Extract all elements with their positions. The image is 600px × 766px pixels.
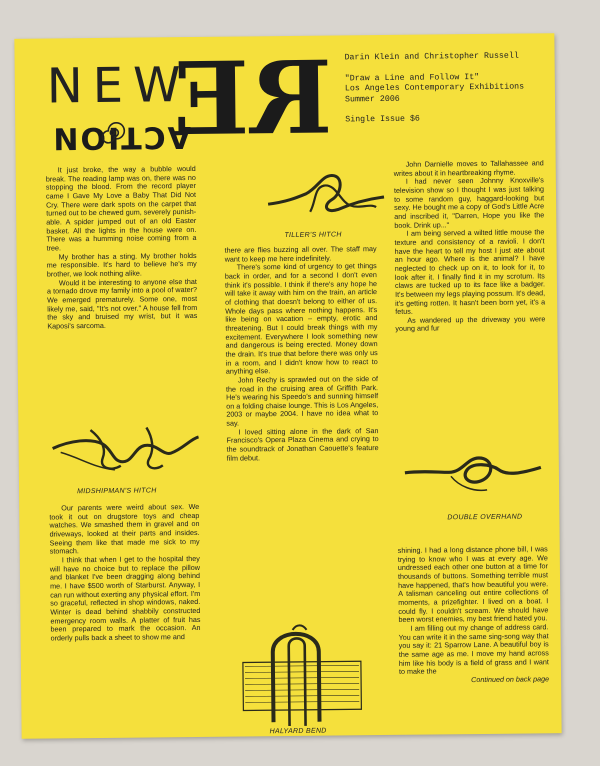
column-1-top xyxy=(46,165,198,331)
paragraph: Would it be interesting to anyone else that a tornado drove my family into a pool of water? We emerged prematurely. Some one, most likely me, said, "It's not over." A house fell from the sky and bruised my wrist, but it was Kaposi's sarcoma. xyxy=(46,276,198,331)
paragraph: I loved sitting alone in the dark of San Francisco's Opera Plaza Cinema and crying to the soundtrack of Jonathan Caouette's feature film debut. xyxy=(226,425,379,463)
paragraph: My brother has a sting. My brother holds me responsible. It's hard to believe he's my brother, we look nothing alike. xyxy=(46,250,197,279)
newsletter-page xyxy=(14,33,561,739)
tillers-hitch-illustration xyxy=(266,163,387,226)
show-title: "Draw a Line and Follow It" xyxy=(344,72,480,83)
column-1-bottom xyxy=(49,503,200,643)
column-3-top xyxy=(394,159,546,334)
paragraph: I had never seen Johnny Knoxville's television show so I thought I was just talking to some random guy, haggard-looking but sexy. He bought me a copy of God's Little Acre and inscribed it, "Darren, Hope you like the book. Drink up..." xyxy=(393,175,545,230)
authors: Darin Klein and Christopher Russell xyxy=(344,51,519,63)
issue-price: Single Issue $6 xyxy=(345,114,420,125)
masthead-new: NEW xyxy=(46,57,191,115)
paragraph: shining. I had a long distance phone bill, I was trying to know who I was at every age. We undressed each other one button at a time for thousands of buttons. Something terrible must have happened, that's how beautiful you were. A talisman canceling out entire collections of moments, a prizefighter. I lived on a boat. I could fly. I couldn't scream. We should have been worst enemies, my best friend hated you. xyxy=(397,544,549,625)
paragraph: I am being served a wilted little mouse the texture and consistency of a ravioli. I don't have the heart to tell my host I just ate about an hour ago. Where is the animal? I have neglected to check up on it, to look for it, to look after it. I finally find it in my scrotum. Its claws are tucked up to its face like a badger. It's between my legs playing possum. It's dead, it's getting rotten. It hasn't been born yet, it's a fetus. xyxy=(394,227,546,317)
paragraph: John Darnielle moves to Tallahassee and writes about it in heartbreaking rhyme. xyxy=(393,158,544,178)
caption-double-overhand: DOUBLE OVERHAND xyxy=(447,513,523,522)
masthead-action: ACTION xyxy=(51,119,192,156)
masthead-re: RE xyxy=(172,38,333,159)
paragraph: there are flies buzzing all over. The staff may want to keep me here indefinitely. xyxy=(224,244,377,264)
paragraph: John Rechy is sprawled out on the side of the road in the cruising area of Griffith Park. He's wearing his Speedo's and sunning himself on a folding chaise lounge. This is Los Angeles, 2003 or maybe 2004. I have no idea what to say. xyxy=(225,373,379,428)
caption-tillers-hitch: TILLER'S HITCH xyxy=(284,231,342,240)
swirl-icon xyxy=(97,118,127,148)
paragraph: I am filling out my change of address card. You can write it in the same sing-song way that you say it: 21 Sparrow Lane. A beautiful boy is the same age as me. I move my hand across him like his body is a field of grass and I want to make the xyxy=(398,622,549,677)
column-2 xyxy=(225,245,379,463)
paragraph: There's some kind of urgency to get things back in order, and for a second I don't even think it's possible. I think if there's any hope he will take it away with him on the train, an article of clothing that doesn't belong to either of us. Whole days pass where nothing happens. It's like being on vacation – empty, erotic and threatening. But I could break things with my excitement. Everywhere I look something new and dangerous is being erected. Money down the drain. It's true that before there was only us in a room, and I didn't know how to react to anything else. xyxy=(224,261,378,376)
midshipmans-hitch-illustration xyxy=(50,417,201,477)
paragraph: It just broke, the way a bubble would break. The reading lamp was on, there was no stopping the blood. From the record player came I Gave My Love a Baby That Did Not Cry. There were dark spots on the carpet that turned out to be chewed gum, severely punish-able. A spider jumped out of an old Easter basket. All the lights in the house were on. There was a humming noise coming from a tree. xyxy=(45,163,197,253)
paragraph: Our parents were weird about sex. We took it out on drugstore toys and cheap watches. We smashed them in gravel and on driveways, looked at their parts and insides. Seeing them like that made me sick to my stomach. xyxy=(49,501,200,556)
column-3-bottom xyxy=(398,545,549,685)
caption-midshipmans-hitch: MIDSHIPMAN'S HITCH xyxy=(77,487,157,496)
season: Summer 2006 xyxy=(344,94,400,104)
continued-note: Continued on back page xyxy=(471,674,550,684)
header-info xyxy=(345,52,525,126)
caption-halyard-bend: HALYARD BEND xyxy=(269,727,327,736)
venue: Los Angeles Contemporary Exhibitions xyxy=(344,82,525,94)
halyard-bend-illustration xyxy=(232,621,373,732)
double-overhand-illustration xyxy=(403,449,544,502)
paragraph: I think that when I get to the hospital they will have no choice but to replace the pillow and blanket I've been dragging along behind me. I have $500 worth of Starburst. Anyway, I can run without exerting any physical effort. I'm so graceful, reflected in shop windows, naked. Winter is dead behind shabbily constructed emergency room walls. A platter of fruit has been prepared to mark the occasion. An orderly pulls back a sheet to show me and xyxy=(49,553,201,643)
paragraph: As wandered up the driveway you were young and fur xyxy=(395,314,546,334)
